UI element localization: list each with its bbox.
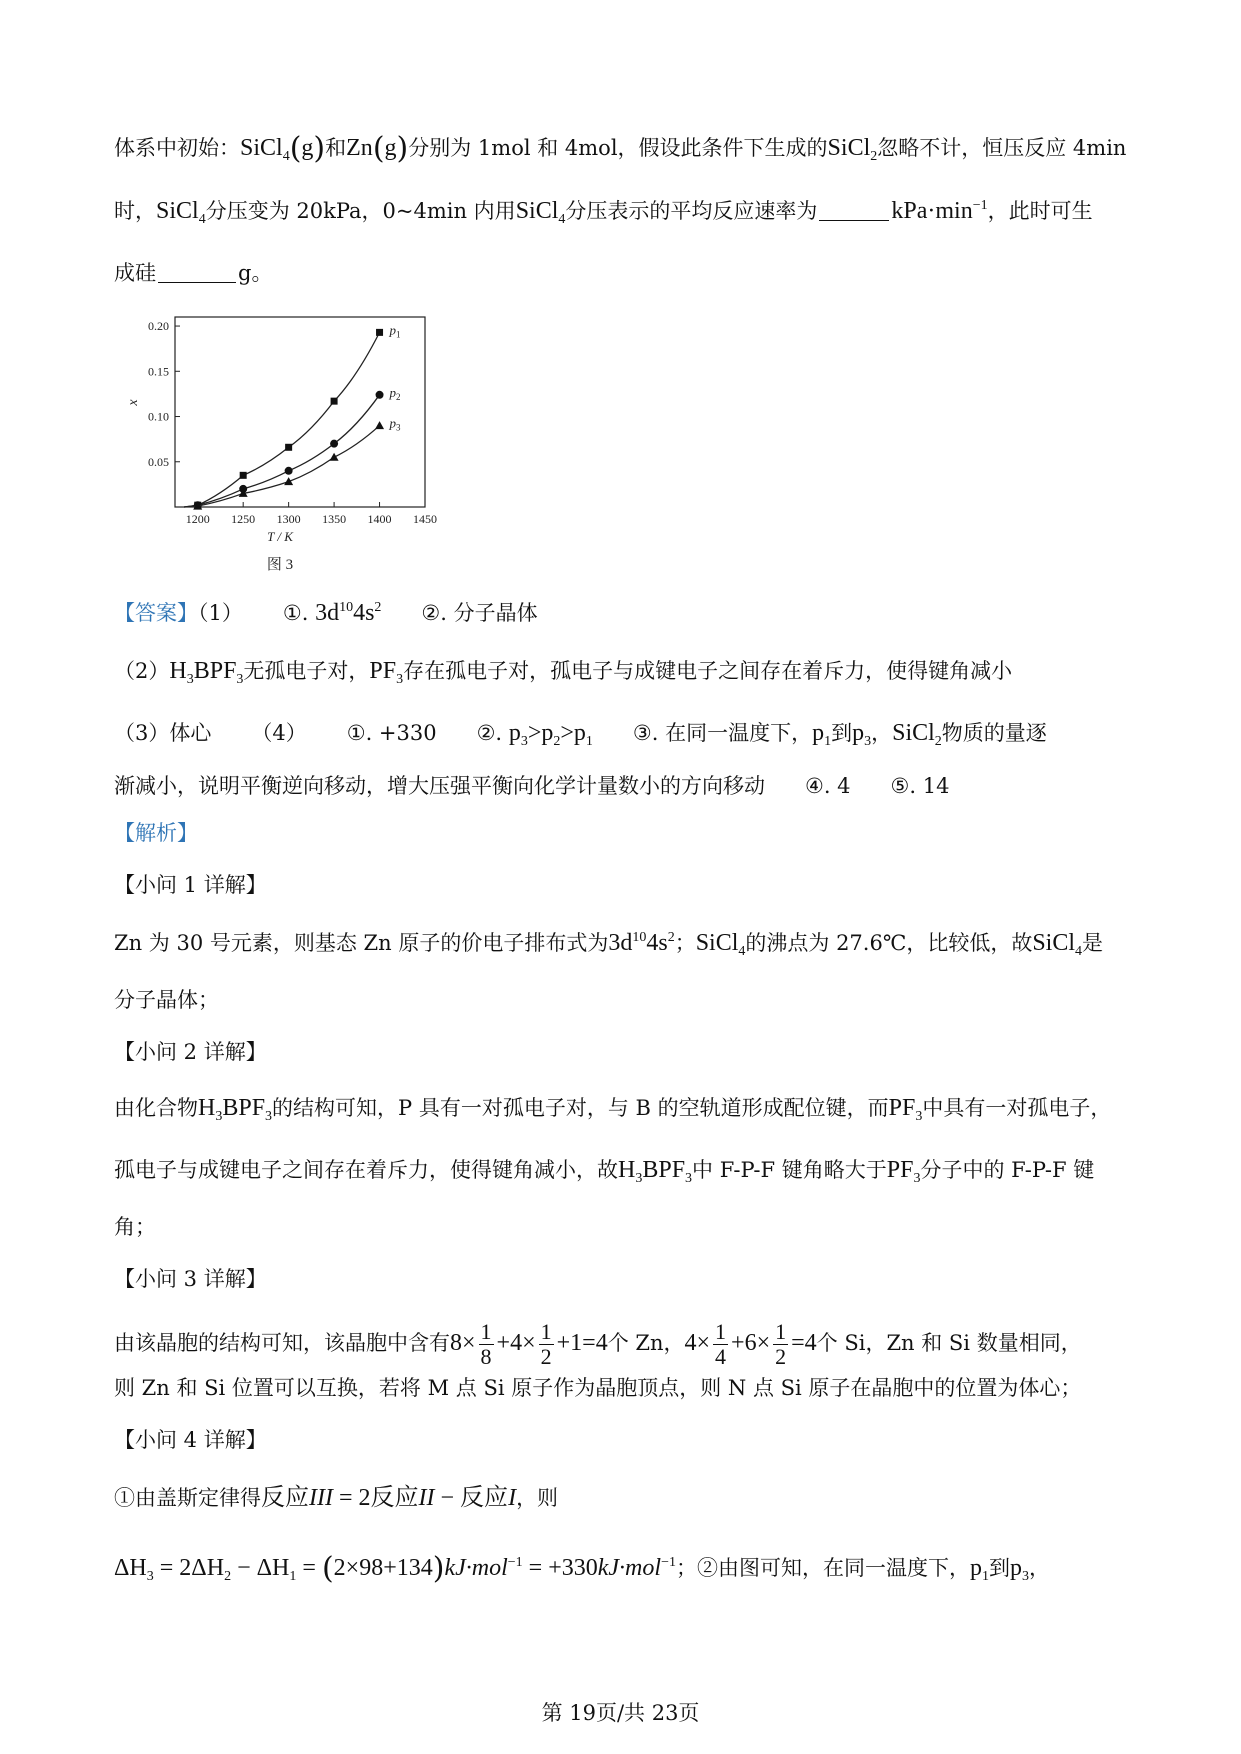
text: ；②由图可知，在同一温度下， [675,1556,970,1580]
text: 分别为 1mol 和 4mol，假设此条件下生成的 [408,136,828,160]
analysis-label: 【解析】 [114,821,198,845]
text: 由该晶胞的结构可知，该晶胞中含有 [114,1331,450,1355]
x-tick-label: 1250 [231,512,256,526]
y-tick-label: 0.20 [148,319,169,334]
text: 到 [831,721,853,745]
text: 忽略不计，恒压反应 4min [877,136,1127,160]
s1-line2 [114,985,1129,1015]
answer-line2: $(2)H_3BPF_3$无孤电子对，$PF_3$存在孤电子对，孤电子与成键电子之间存在着斥力，使得键角减小 [114,658,1013,687]
y-axis-label: x [126,399,141,406]
section-3-title [114,1264,1129,1294]
s1-line1: Zn 为 30 号元素，则基态 Zn 原子的价电子排布式为$3d^{10}4s^2$；SiCl$_4$的沸点为 27.6℃，比较低，故SiCl$_4$是 [114,930,1104,959]
text: 存在孤电子对，孤电子与成键电子之间存在着斥力，使得键角减小 [403,659,1013,683]
s2-line2: 孤电子与成键电子之间存在着斥力，使得键角减小，故$H_3BPF_3$中 F-P-F 键角略大于$PF_3$分子中的 F-P-F 键 [114,1157,1095,1186]
text: ①. [282,601,309,625]
text: Zn 为 30 号元素，则基态 Zn 原子的价电子排布式为 [114,931,609,955]
text: ③. 在同一温度下， [632,721,813,745]
text: 是 [1082,931,1104,955]
x-tick-label: 1400 [367,512,392,526]
text: 无孤电子对， [243,659,370,683]
text: 体系中初始： [114,136,240,160]
x-tick-label: 1450 [413,512,437,526]
text: ②. 分子晶体 [421,601,538,625]
text: ，则 [516,1486,559,1510]
text: （2） [114,659,170,683]
text: 分子晶体； [114,988,219,1012]
text: 时， [114,199,156,223]
point-p1 [376,329,383,336]
text: 物质的量逐 [941,721,1047,745]
text: 【小问 4 详解】 [114,1428,267,1452]
s3-line2 [114,1373,1129,1403]
text: 个 Zn， [607,1331,685,1355]
point-p3 [330,453,339,461]
text: 则 Zn 和 Si 位置可以互换，若将 M 点 Si 原子作为晶胞顶点，则 N 点 Si 原子在晶胞中的位置为体心； [114,1376,1082,1400]
para1-line3 [114,258,1129,288]
point-p1 [331,398,338,405]
point-p2 [330,440,338,448]
series-label-p2: $p_2$ [389,384,401,402]
para1-line1: 体系中初始：SiCl$_4$(g)和Zn(g)分别为 1mol 和 4mol，假设此条件下生成的SiCl$_2$忽略不计，恒压反应 4min [114,131,1127,166]
x-tick-label: 1200 [185,512,210,526]
text: 到 [988,1556,1010,1580]
page-footer: 第 19页/共 23页 [541,1701,700,1725]
text: 【小问 1 详解】 [114,873,267,897]
text: 分子中的 F-P-F 键 [920,1158,1095,1182]
text: ， [871,721,893,745]
text: 孤电子与成键电子之间存在着斥力，使得键角减小，故 [114,1158,618,1182]
text: 分压变为 20kPa，0~4min 内用 [205,199,516,223]
analysis-label-line [114,818,1129,848]
answer-line3: （3）体心 （4） ①. +330 ②. $p_3>p_2>p_1$ ③. 在同一温度下，$p_1$到$p_3$，SiCl$_2$物质的量逐 [114,720,1047,749]
text: 和 [325,136,347,160]
s3-line1: 由该晶胞的结构可知，该晶胞中含有8× $\frac{1}{8}$ +4× $\frac{1}{2}$ +1=4个 Zn，4× $\frac{1}{4}$ +6× $\frac{1}{2}$ =4个 Si，Zn 和 Si 数量相同， [114,1319,1082,1369]
x-axis-label: T / K [267,529,293,544]
text: 由化合物 [114,1096,198,1120]
x-tick-label: 1300 [276,512,301,526]
s4-line2: $\Delta H_3 = 2\Delta H_2 - \Delta H_1 = (2\times 98+134)kJ\cdot mol^{-1} = +330kJ\cdot mol^{-1}$；②由图可知，在同一温度下，$p_1$到$p_3$， [114,1551,1050,1586]
answer-blank [158,260,236,283]
text: ； [674,931,696,955]
point-p2 [376,391,384,399]
text: ②. [476,721,503,745]
text: ④. 4 [805,774,851,798]
s2-line1: 由化合物$H_3BPF_3$的结构可知，P 具有一对孤电子对，与 B 的空轨道形成配位键，而$PF_3$中具有一对孤电子， [114,1095,1112,1124]
text: 中 F-P-F 键角略大于 [692,1158,887,1182]
section-1-title [114,870,1129,900]
text: 中具有一对孤电子， [922,1096,1112,1120]
answer-blank [819,198,889,221]
answer-label: 【答案】 [114,601,198,625]
y-tick-label: 0.05 [148,454,169,469]
series-label-p3: $p_3$ [389,415,401,433]
answer-line1: 【答案】（1） ①. $3d^{10}4s^2$ ②. 分子晶体 [114,600,538,626]
figure-caption: 图 3 [266,557,294,573]
series-line-p3 [184,426,379,507]
text: ， [1028,1556,1050,1580]
text: ①由盖斯定律得 [114,1486,261,1510]
text: 个 Si，Zn 和 Si 数量相同， [816,1331,1082,1355]
section-2-title [114,1037,1129,1067]
text: 的结构可知，P 具有一对孤电子对，与 B 的空轨道形成配位键，而 [272,1096,889,1120]
point-p3 [284,477,293,485]
text: 成硅 [114,261,156,285]
y-tick-label: 0.10 [148,409,169,424]
text: ⑤. 14 [890,774,950,798]
s4-line1: ①由盖斯定律得反应III = 2反应II − 反应I，则 [114,1485,559,1511]
s2-line3 [114,1212,1129,1242]
point-p1 [240,472,247,479]
text: 分压表示的平均反应速率为 [565,199,818,223]
text: 渐减小，说明平衡逆向移动，增大压强平衡向化学计量数小的方向移动 [114,774,765,798]
text: g。 [238,261,273,285]
point-p1 [285,444,292,451]
text: （3）体心 [114,721,212,745]
para1-line2: 时，SiCl$_4$分压变为 20kPa，0~4min 内用SiCl$_4$分压表示的平均反应速率为 $kPa\cdot\min^{-1}$，此时可生 [114,198,1093,227]
text: 【小问 3 详解】 [114,1267,267,1291]
text: 角； [114,1215,156,1239]
y-tick-label: 0.15 [148,364,169,379]
answer-line4 [114,771,1129,801]
point-p3 [375,421,384,429]
figure-3-chart [115,305,455,575]
x-tick-label: 1350 [322,512,347,526]
text: （1） [198,601,243,625]
plot-frame [175,317,425,507]
text: ，此时可生 [987,199,1093,223]
text: 的沸点为 27.6℃，比较低，故 [745,931,1033,955]
series-label-p1: $p_1$ [389,322,401,340]
series-line-p2 [184,395,379,507]
section-4-title [114,1425,1129,1455]
text: 【小问 2 详解】 [114,1040,267,1064]
text: ①. +330 [346,721,437,745]
point-p2 [285,467,293,475]
series-line-p1 [184,332,379,507]
text: （4） [251,721,307,745]
